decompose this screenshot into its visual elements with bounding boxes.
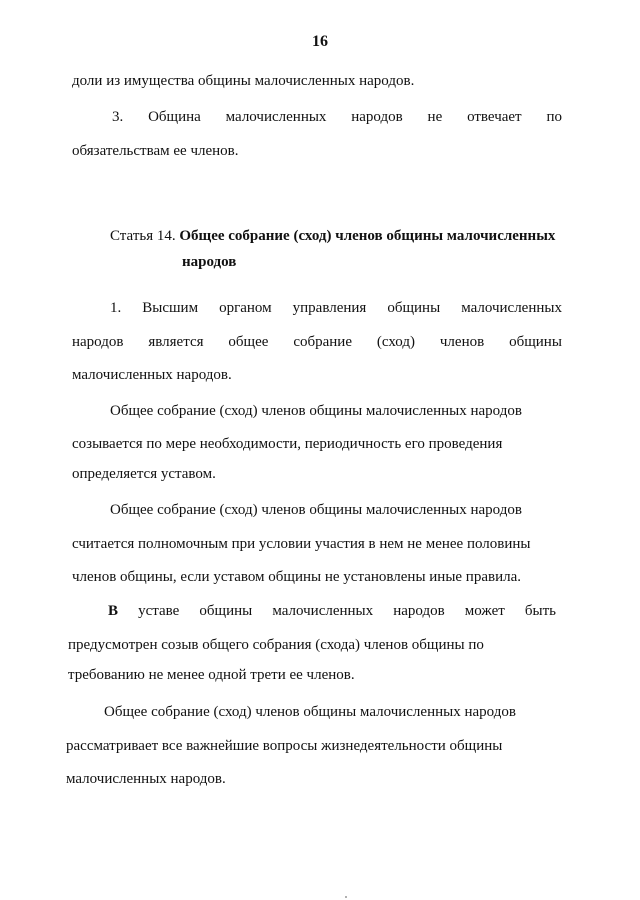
word: малочисленных — [272, 603, 374, 619]
word: отвечает — [467, 109, 522, 125]
word: уставе — [138, 603, 180, 619]
article-heading — [110, 228, 555, 245]
p1-line3: малочисленных народов. — [72, 367, 232, 383]
p4-line1 — [108, 602, 556, 620]
word: народов — [393, 603, 445, 619]
word: собрание — [293, 334, 352, 350]
clause-3-line2: обязательствам ее членов. — [72, 143, 239, 159]
word: не — [427, 109, 443, 125]
p4-line2: предусмотрен созыв общего собрания (схода) членов общины по — [68, 637, 484, 653]
word: Община — [148, 109, 201, 125]
word: малочисленных — [461, 300, 562, 316]
word: малочисленных — [225, 109, 327, 125]
word: общины — [199, 603, 253, 619]
word: быть — [524, 603, 556, 619]
word: может — [464, 603, 505, 619]
page-number: 16 — [312, 33, 328, 50]
word: 1. — [110, 300, 122, 316]
word: членов — [439, 334, 485, 350]
p3-line2: считается полномочным при условии участия в нем не менее половины — [72, 536, 531, 552]
p2-line2: созывается по мере необходимости, периодичность его проведения — [72, 436, 503, 452]
word: (сход) — [376, 334, 415, 350]
article-title-line1: Общее собрание (сход) членов общины малочисленных — [179, 228, 556, 244]
word: народов — [351, 109, 403, 125]
scan-speck — [345, 896, 347, 898]
p1-line2 — [72, 333, 562, 351]
clause-3-line1 — [112, 108, 562, 126]
p1-line1 — [110, 299, 562, 317]
word: Высшим — [142, 300, 199, 316]
article-title-line2: народов — [182, 254, 237, 270]
p2-line1: Общее собрание (сход) членов общины малочисленных народов — [110, 403, 522, 419]
word: органом — [219, 300, 272, 316]
p5-line2: рассматривает все важнейшие вопросы жизнедеятельности общины — [66, 738, 503, 754]
p3-line1: Общее собрание (сход) членов общины малочисленных народов — [110, 502, 522, 518]
word: по — [546, 109, 562, 125]
word: общины — [387, 300, 441, 316]
continuation-line: доли из имущества общины малочисленных народов. — [72, 73, 415, 89]
word: управления — [292, 300, 367, 316]
word: общее — [228, 334, 269, 350]
article-heading-line2 — [182, 254, 236, 271]
p4-line3: требованию не менее одной трети ее членов. — [68, 667, 355, 683]
word: 3. — [112, 109, 124, 125]
article-prefix: Статья 14. — [110, 228, 176, 244]
word: является — [148, 334, 204, 350]
word: В — [108, 603, 119, 619]
word: общины — [509, 334, 562, 350]
p5-line3: малочисленных народов. — [66, 771, 226, 787]
p3-line3: членов общины, если уставом общины не установлены иные правила. — [72, 569, 521, 585]
word: народов — [72, 334, 124, 350]
p2-line3: определяется уставом. — [72, 466, 216, 482]
p5-line1: Общее собрание (сход) членов общины малочисленных народов — [104, 704, 516, 720]
